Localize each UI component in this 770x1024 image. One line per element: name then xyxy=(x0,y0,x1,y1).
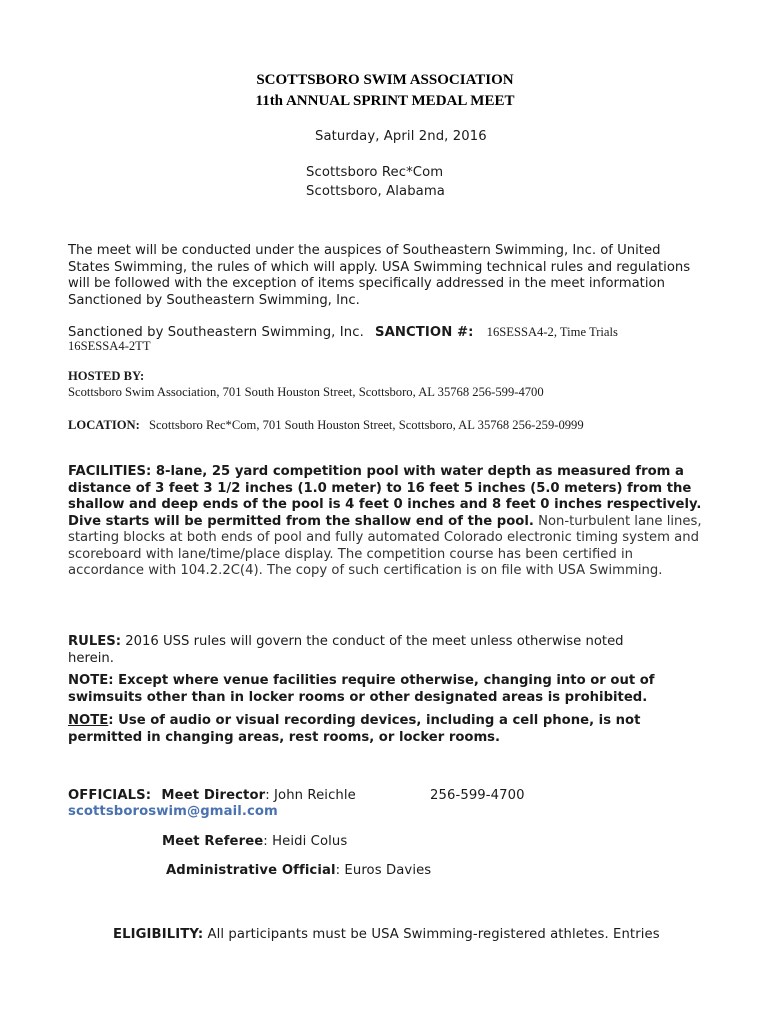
director-name: : John Reichle xyxy=(265,788,356,803)
rules-text: 2016 USS rules will govern the conduct of the meet unless otherwise noted herein. xyxy=(68,634,624,666)
admin-label: Administrative Official xyxy=(166,863,336,878)
officials-director-line xyxy=(68,788,356,803)
document-title: SCOTTSBORO SWIM ASSOCIATION xyxy=(256,72,514,88)
facilities-bold-text: FACILITIES: 8-lane, 25 yard competition pool with water depth as measured from a distance of 3 feet 3 1/2 inches (1.0 meter) to 16 feet 5 inches (5.0 meters) from the shallow and deep ends of the pool is 4 feet 0 inches and 8 feet 0 inches respectively. Dive starts will be permitted from the shallow end of the pool. xyxy=(68,464,702,529)
note-label: NOTE xyxy=(68,713,109,728)
event-title: 11th ANNUAL SPRINT MEDAL MEET xyxy=(255,93,515,109)
sanction-tt-value: 16SESSA4-2TT xyxy=(68,339,151,353)
hosted-value: Scottsboro Swim Association, 701 South Houston Street, Scottsboro, AL 35768 256-599-4700 xyxy=(68,385,544,399)
rules-paragraph xyxy=(68,634,668,667)
sanction-value: 16SESSA4-2, Time Trials xyxy=(486,325,618,339)
director-label: Meet Director xyxy=(161,788,266,803)
location-line xyxy=(68,414,584,433)
rules-label: RULES: xyxy=(68,634,122,649)
note-text: : Use of audio or visual recording devices, including a cell phone, is not permitted in changing areas, rest rooms, or locker rooms. xyxy=(68,713,641,745)
eligibility-label: ELIGIBILITY: xyxy=(113,927,204,942)
hosted-label: HOSTED BY: xyxy=(68,369,145,383)
sanction-line xyxy=(68,321,618,340)
location-label: LOCATION: xyxy=(68,418,140,432)
facilities-text: Non-turbulent lane lines, starting blocks at both ends of pool and fully automated Colorado electronic timing system and scoreboard with lane/time/place display. The competition course has been certified in accordance with 104.2.2C(4). The copy of such certification is on file with USA Swimming. xyxy=(68,513,702,578)
meet-venue: Scottsboro Rec*Com xyxy=(306,165,444,180)
referee-label: Meet Referee xyxy=(162,834,264,849)
admin-name: : Euros Davies xyxy=(335,863,432,878)
meet-city: Scottsboro, Alabama xyxy=(306,184,445,199)
note-recording-devices xyxy=(68,713,683,746)
referee-name: : Heidi Colus xyxy=(263,834,348,849)
director-phone: 256-599-4700 xyxy=(430,788,525,803)
location-value: Scottsboro Rec*Com, 701 South Houston Street, Scottsboro, AL 35768 256-259-0999 xyxy=(148,418,584,432)
email-link[interactable]: scottsboroswim@gmail.com xyxy=(68,804,278,819)
eligibility-text: All participants must be USA Swimming-registered athletes. Entries xyxy=(203,927,660,942)
sanction-label: SANCTION #: xyxy=(374,325,474,340)
admin-official-line xyxy=(166,863,431,878)
referee-line xyxy=(162,834,347,849)
officials-label: OFFICIALS: xyxy=(68,788,152,803)
sanction-prefix: Sanctioned by Southeastern Swimming, Inc. xyxy=(68,325,364,340)
facilities-paragraph xyxy=(68,464,704,580)
note-locker-rooms: NOTE: Except where venue facilities require otherwise, changing into or out of swimsuits other than in locker rooms or other designated areas is prohibited. xyxy=(68,673,655,705)
meet-date: Saturday, April 2nd, 2016 xyxy=(315,129,487,144)
intro-paragraph: The meet will be conducted under the auspices of Southeastern Swimming, Inc. of United States Swimming, the rules of which will apply. USA Swimming technical rules and regulations will be followed with the exception of items specifically addressed in the meet information Sanctioned by Southeastern Swimming, Inc. xyxy=(68,243,691,308)
eligibility-line xyxy=(113,927,660,942)
